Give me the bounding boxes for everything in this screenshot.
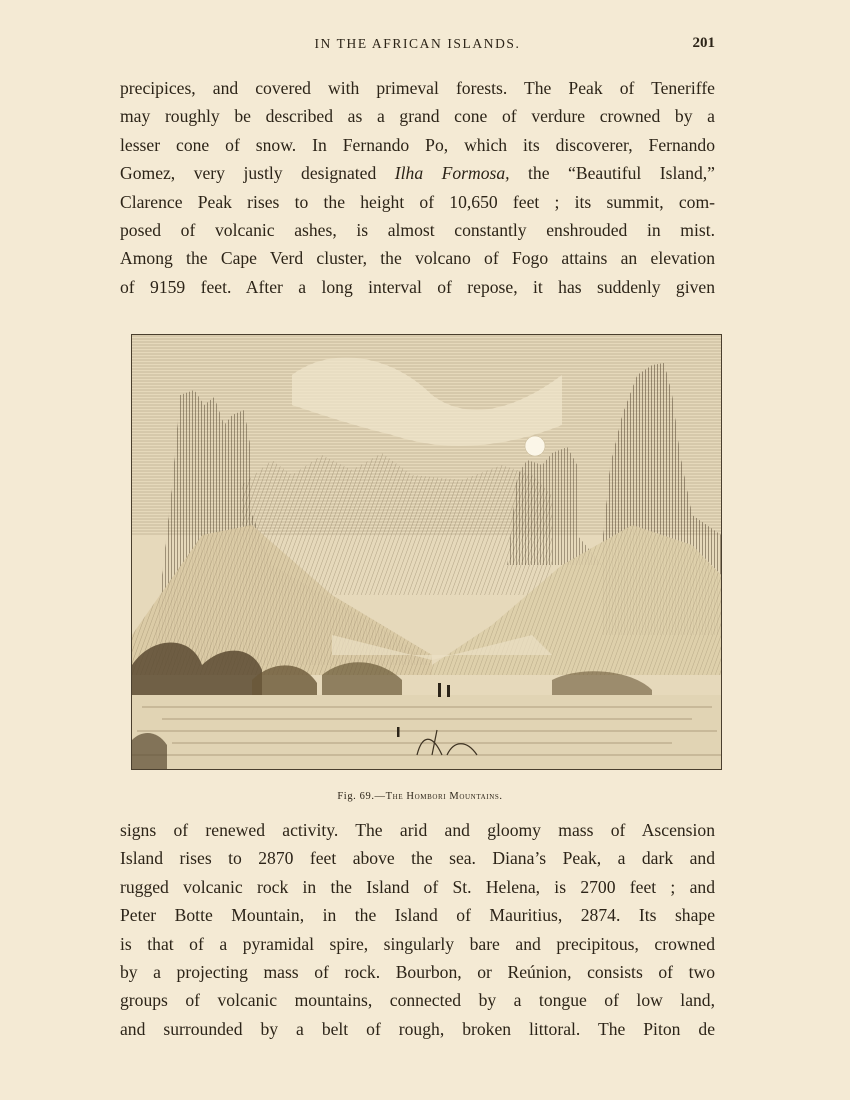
text-line: may roughly be described as a grand cone of verdure crowned by a (120, 106, 715, 127)
text-fragment: the “Beautiful Island,” (528, 163, 715, 184)
text-line: Island rises to 2870 feet above the sea. Diana’s Peak, a dark and (120, 848, 715, 869)
text-line: rugged volcanic rock in the Island of St. Helena, is 2700 feet ; and (120, 876, 715, 897)
text-line: Clarence Peak rises to the height of 10,650 feet ; its summit, com- (120, 191, 715, 212)
text-line: groups of volcanic mountains, connected by a tongue of low land, (120, 990, 715, 1011)
text-line: by a projecting mass of rock. Bourbon, or Reúnion, consists of two (120, 961, 715, 982)
page-number: 201 (692, 35, 715, 51)
hombori-mountains-engraving (132, 335, 721, 769)
text-line-with-italic (120, 159, 715, 187)
text-line: signs of renewed activity. The arid and gloomy mass of Ascension (120, 820, 715, 840)
text-line: lesser cone of snow. In Fernando Po, which its discoverer, Fernando (120, 134, 715, 155)
running-head (120, 36, 715, 56)
text-line: is that of a pyramidal spire, singularly bare and precipitous, crowned (120, 933, 715, 954)
text-line: Peter Botte Mountain, in the Island of Mauritius, 2874. Its shape (120, 905, 715, 926)
caption-title: The Hombori Mountains. (385, 791, 503, 802)
text-line: and surrounded by a belt of rough, broken littoral. The Piton de (120, 1018, 715, 1039)
text-line: of 9159 feet. After a long interval of repose, it has suddenly given (120, 276, 715, 297)
text-fragment: Gomez, very justly designated (120, 163, 377, 184)
paragraph-bottom (120, 816, 715, 1043)
running-title: IN THE AFRICAN ISLANDS. (314, 36, 521, 51)
figure-caption (120, 791, 720, 802)
text-line: posed of volcanic ashes, is almost constantly enshrouded in mist. (120, 219, 715, 240)
caption-prefix: Fig. 69.— (337, 791, 386, 802)
paragraph-top (120, 74, 715, 301)
text-line: Among the Cape Verd cluster, the volcano of Fogo attains an elevation (120, 248, 715, 269)
text-line: precipices, and covered with primeval forests. The Peak of Teneriffe (120, 78, 715, 98)
italic-phrase: Ilha Formosa, (394, 163, 510, 184)
engraving-illustration (131, 334, 722, 770)
